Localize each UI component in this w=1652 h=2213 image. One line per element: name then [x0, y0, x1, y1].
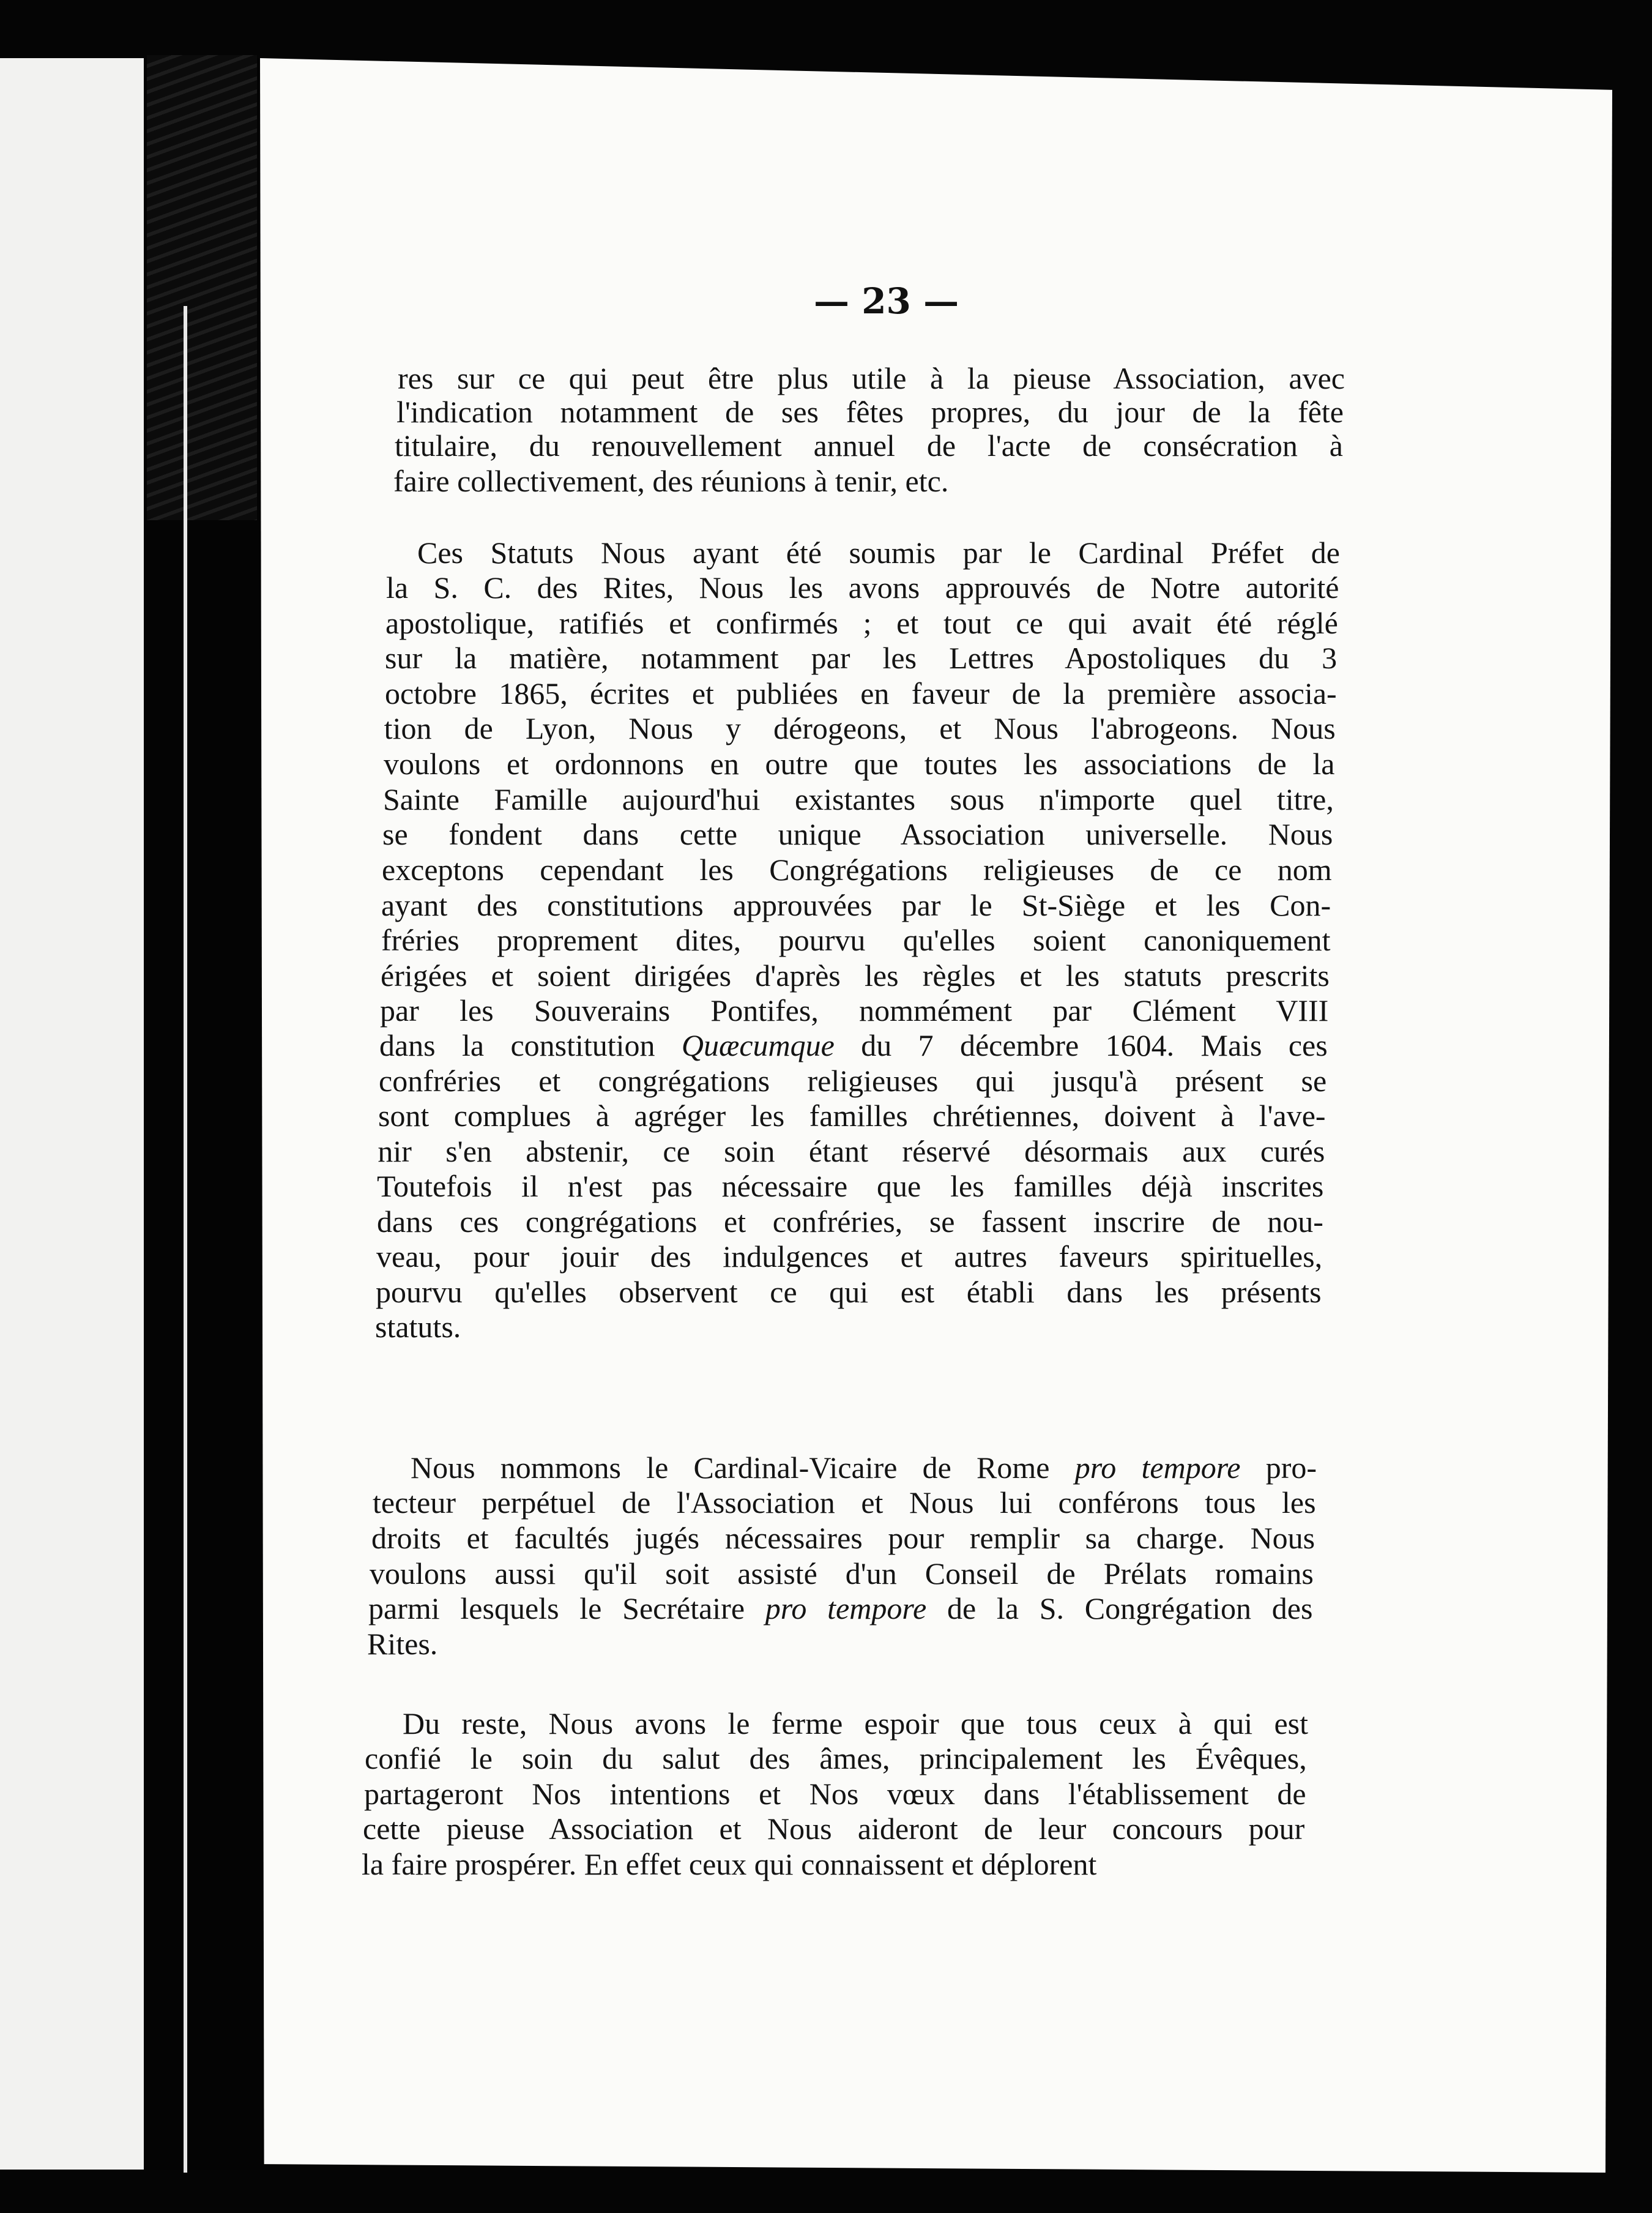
text-run: Nous nommons le Cardinal-Vicaire de Rome — [411, 1450, 1075, 1485]
text-line: tion de Lyon, Nous y dérogeons, et Nous l'abrogeons. Nous — [384, 711, 1336, 745]
text-line: apostolique, ratifiés et confirmés ; et tout ce qui avait été réglé — [385, 606, 1339, 640]
italic-term: Quæcumque — [681, 1028, 835, 1062]
italic-term: pro tempore — [1074, 1450, 1241, 1485]
text-line: octobre 1865, écrites et publiées en faveur de la première associa- — [384, 676, 1337, 711]
text-run: du 7 décembre 1604. Mais ces — [834, 1028, 1328, 1062]
text-line: fréries proprement dites, pourvu qu'elles soient canoniquement — [381, 923, 1331, 957]
text-line: sur la matière, notamment par les Lettres Apostoliques du 3 — [385, 641, 1338, 675]
text-line: droits et facultés jugés nécessaires pour remplir sa charge. Nous — [371, 1521, 1315, 1555]
text-line: confié le soin du salut des âmes, principalement les Évêques, — [365, 1741, 1307, 1775]
text-line: Du reste, Nous avons le ferme espoir que tous ceux à qui est — [403, 1706, 1308, 1741]
text-line: statuts. — [375, 1310, 461, 1344]
text-line: Toutefois il n'est pas nécessaire que les familles déjà inscrites — [377, 1169, 1324, 1203]
text-line — [379, 1028, 1328, 1062]
text-line: cette pieuse Association et Nous aideront de leur concours pour — [362, 1812, 1305, 1846]
text-line: par les Souverains Pontifes, nommément par Clément VIII — [379, 993, 1329, 1028]
text-run: de la S. Congrégation des — [926, 1591, 1313, 1625]
text-line: Sainte Famille aujourd'hui existantes sous n'importe quel titre, — [382, 782, 1334, 816]
text-run: pro- — [1240, 1450, 1317, 1485]
text-line: sont complues à agréger les familles chrétiennes, doivent à l'ave- — [378, 1099, 1326, 1133]
page-number: — 23 — — [814, 280, 959, 322]
text-line — [411, 1450, 1317, 1485]
text-line: dans ces congrégations et confréries, se fassent inscrire de nou- — [376, 1204, 1323, 1239]
text-line: Rites. — [367, 1627, 438, 1661]
text-line: la S. C. des Rites, Nous les avons approuvés de Notre autorité — [386, 570, 1339, 605]
italic-term: pro tempore — [765, 1591, 927, 1625]
text-line: érigées et soient dirigées d'après les règles et les statuts prescrits — [380, 958, 1330, 993]
text-line: la faire prospérer. En effet ceux qui connaissent et déplorent — [362, 1847, 1097, 1881]
text-line: se fondent dans cette unique Association universelle. Nous — [382, 817, 1333, 851]
text-line: ayant des constitutions approuvées par le St-Siège et les Con- — [381, 888, 1331, 922]
text-run: parmi lesquels le Secrétaire — [368, 1591, 765, 1625]
text-line: l'indication notamment de ses fêtes propres, du jour de la fête — [396, 395, 1344, 429]
text-line: nir s'en abstenir, ce soin étant réservé désormais aux curés — [378, 1134, 1325, 1168]
text-line: partageront Nos intentions et Nos vœux dans l'établissement de — [363, 1777, 1306, 1811]
text-line: veau, pour jouir des indulgences et autres faveurs spirituelles, — [376, 1239, 1322, 1274]
text-line: confréries et congrégations religieuses qui jusqu'à présent se — [379, 1064, 1327, 1098]
text-line: voulons aussi qu'il soit assisté d'un Conseil de Prélats romains — [370, 1556, 1314, 1591]
text-line: voulons et ordonnons en outre que toutes les associations de la — [383, 747, 1335, 781]
text-line: exceptons cependant les Congrégations religieuses de ce nom — [382, 853, 1332, 887]
text-line: titulaire, du renouvellement annuel de l'acte de consécration à — [395, 428, 1343, 463]
text-line — [368, 1591, 1312, 1625]
text-run: dans la constitution — [379, 1028, 682, 1062]
text-line: faire collectivement, des réunions à tenir, etc. — [393, 464, 949, 498]
text-line: pourvu qu'elles observent ce qui est établi dans les présents — [375, 1275, 1322, 1309]
text-line: Ces Statuts Nous ayant été soumis par le Cardinal Préfet de — [417, 536, 1340, 570]
text-line: res sur ce qui peut être plus utile à la pieuse Association, avec — [398, 361, 1345, 395]
text-line: tecteur perpétuel de l'Association et Nous lui conférons tous les — [372, 1485, 1316, 1520]
